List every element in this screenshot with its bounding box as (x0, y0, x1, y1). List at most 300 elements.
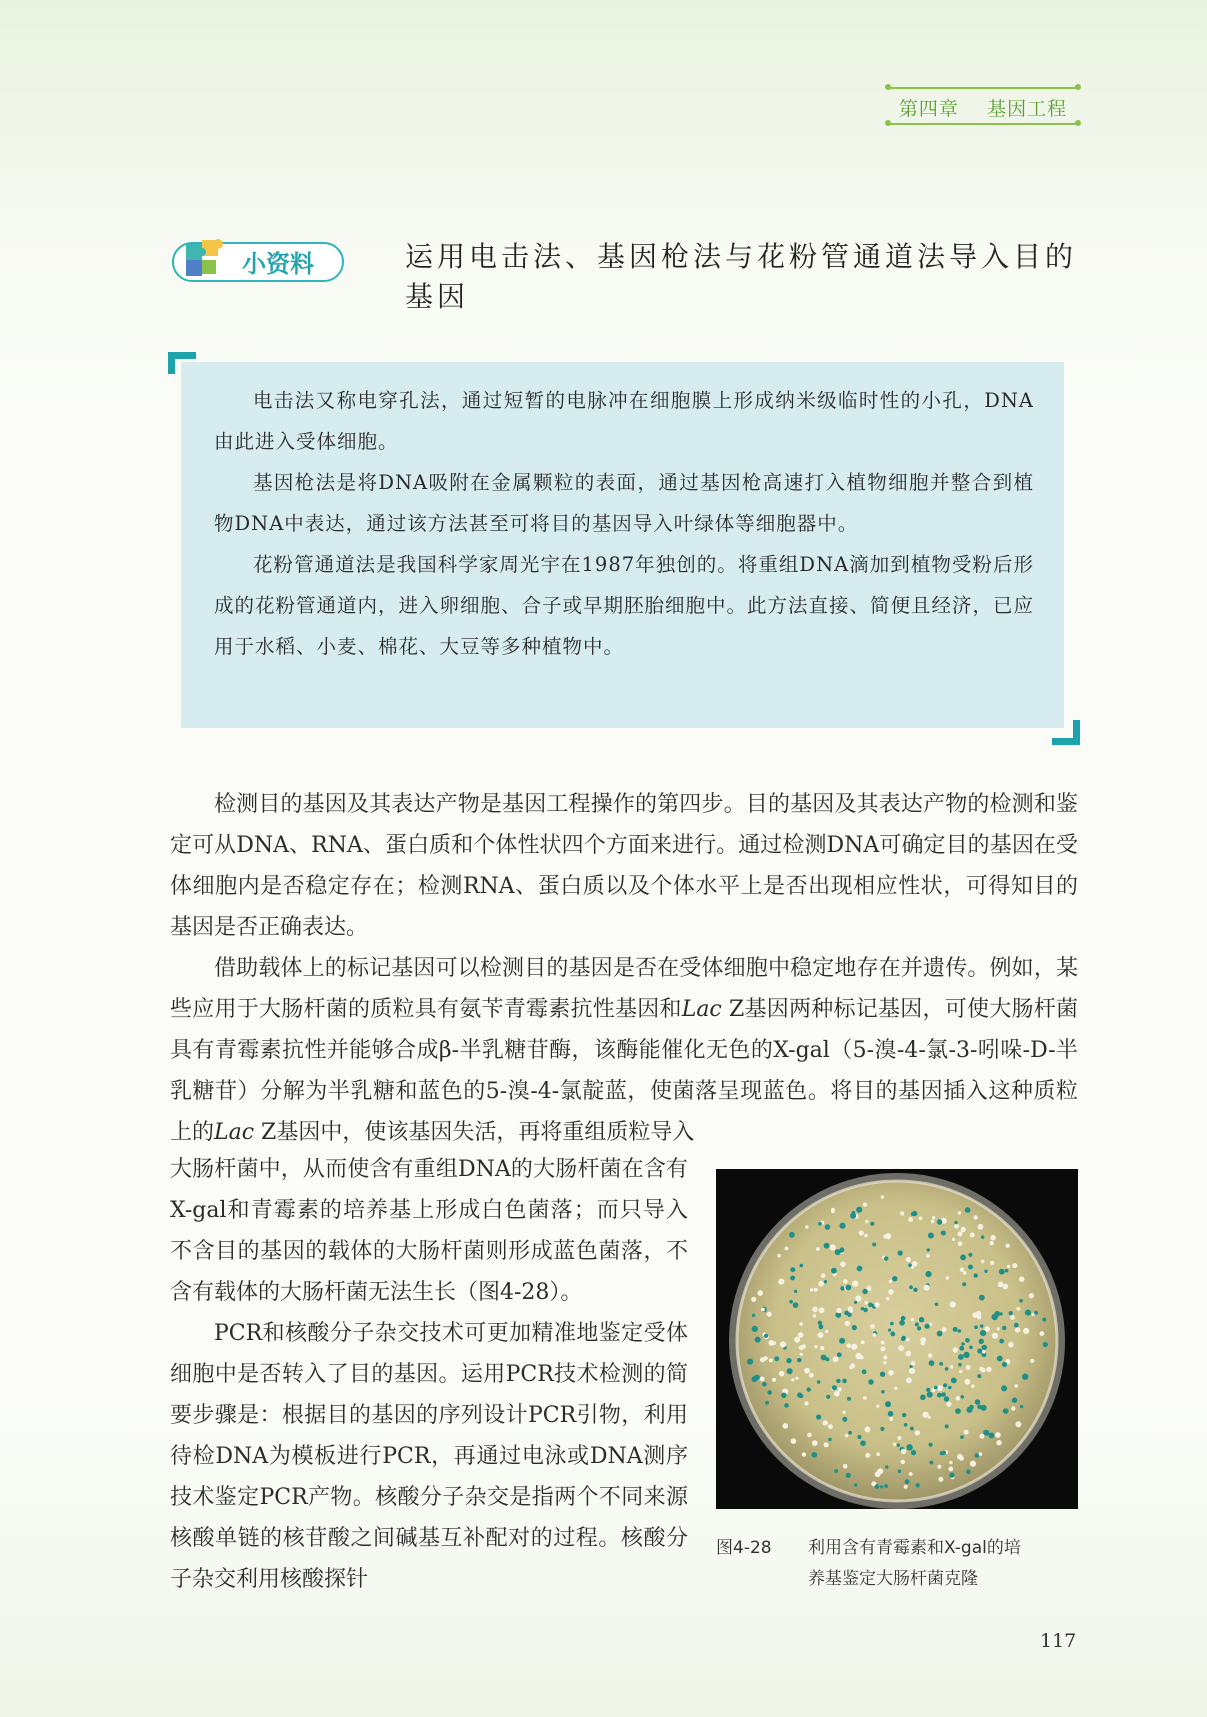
colony-dot (834, 1391, 840, 1397)
colony-dot (949, 1461, 952, 1464)
paragraph-detection: 检测目的基因及其表达产物是基因工程操作的第四步。目的基因及其表达产物的检测和鉴定可从DNA、RNA、蛋白质和个体性状四个方面来进行。通过检测DNA可确定目的基因在受体细胞内是否稳定存在；检测RNA、蛋白质以及个体水平上是否出现相应性状，可得知目的基因是否正确表达。 (170, 792, 1078, 940)
colony-dot (1010, 1315, 1015, 1320)
colony-dot (915, 1322, 919, 1326)
colony-dot (999, 1269, 1005, 1275)
colony-dot (950, 1365, 954, 1369)
colony-dot (843, 1464, 848, 1469)
colony-dot (762, 1382, 767, 1387)
colony-dot (814, 1288, 818, 1292)
colony-dot (964, 1430, 969, 1435)
colony-dot (934, 1386, 938, 1390)
main-text-full (170, 784, 1078, 1153)
colony-dot (979, 1367, 983, 1371)
colony-dot (859, 1230, 864, 1235)
colony-dot (968, 1265, 973, 1270)
colony-dot (970, 1233, 975, 1238)
colony-dot (858, 1435, 862, 1439)
colony-dot (958, 1363, 962, 1367)
colony-dot (927, 1248, 930, 1251)
colony-dot (981, 1235, 984, 1238)
colony-dot (847, 1397, 851, 1401)
colony-dot (850, 1213, 856, 1219)
colony-dot (857, 1266, 863, 1272)
colony-dot (1023, 1328, 1029, 1334)
colony-dot (986, 1367, 991, 1372)
colony-dot (774, 1356, 779, 1361)
colony-dot (765, 1401, 769, 1405)
colony-dot (876, 1405, 879, 1408)
colony-dot (880, 1372, 885, 1377)
header-rule-bottom (888, 123, 1078, 125)
colony-dot (990, 1241, 994, 1245)
colony-dot (791, 1438, 797, 1444)
colony-dot (1029, 1293, 1034, 1298)
colony-dot (881, 1341, 885, 1345)
colony-dot (950, 1301, 956, 1307)
colony-dot (848, 1431, 852, 1435)
colony-dot (942, 1327, 947, 1332)
colony-dot (839, 1338, 845, 1344)
colony-dot (772, 1378, 776, 1382)
colony-dot (890, 1332, 895, 1337)
info-paragraph: 基因枪法是将DNA吸附在金属颗粒的表面，通过基因枪高速打入植物细胞并整合到植物DNA中表达，通过该方法甚至可将目的基因导入叶绿体等细胞器中。 (214, 471, 1034, 535)
sidebar-box-title: 运用电击法、基因枪法与花粉管通道法导入目的基因 (405, 240, 1078, 313)
colony-dot (816, 1414, 821, 1419)
colony-dot (906, 1257, 911, 1262)
colony-dot (962, 1282, 966, 1286)
colony-dot (876, 1452, 880, 1456)
colony-dot (905, 1479, 910, 1484)
colony-dot (849, 1309, 853, 1313)
colony-dot (798, 1332, 804, 1338)
colony-dot (779, 1371, 785, 1377)
colony-dot (961, 1342, 964, 1345)
colony-dot (805, 1225, 808, 1228)
colony-dot (911, 1361, 916, 1366)
colony-dot (1008, 1342, 1014, 1348)
colony-dot (1042, 1318, 1046, 1322)
colony-dot (860, 1440, 866, 1446)
colony-dot (755, 1337, 761, 1343)
colony-dot (948, 1386, 952, 1390)
colony-dot (863, 1202, 867, 1206)
colony-dot (794, 1337, 800, 1343)
colony-dot (847, 1313, 851, 1317)
colony-dot (780, 1341, 786, 1347)
info-box (181, 362, 1064, 728)
colony-dot (932, 1216, 935, 1219)
colony-dot (752, 1314, 755, 1317)
colony-dot (1012, 1398, 1017, 1403)
colony-dot (818, 1281, 824, 1287)
colony-dot (1015, 1384, 1019, 1388)
colony-dot (960, 1255, 966, 1261)
colony-dot (1014, 1323, 1019, 1328)
colony-dot (785, 1247, 789, 1251)
colony-dot (906, 1338, 910, 1342)
colony-dot (831, 1268, 837, 1274)
colony-dot (974, 1325, 978, 1329)
colony-dot (970, 1461, 976, 1467)
colony-dot (966, 1469, 971, 1474)
colony-dot (997, 1356, 1003, 1362)
colony-dot (865, 1453, 870, 1458)
colony-dot (979, 1295, 985, 1301)
colony-dot (974, 1215, 978, 1219)
colony-dot (826, 1395, 830, 1399)
colony-dot (862, 1289, 867, 1294)
colony-dot (957, 1454, 963, 1460)
colony-dot (963, 1352, 969, 1358)
colony-dot (817, 1332, 823, 1338)
figure-caption (716, 1533, 1086, 1595)
colony-dot (842, 1379, 847, 1384)
colony-dot (881, 1195, 884, 1198)
colony-dot (927, 1392, 933, 1398)
colony-dot (929, 1443, 933, 1447)
colony-dot (908, 1264, 912, 1268)
colony-dot (1001, 1385, 1007, 1391)
colony-dot (880, 1485, 883, 1488)
colony-dot (836, 1379, 840, 1383)
colony-dot (945, 1367, 949, 1371)
colony-dot (937, 1219, 942, 1224)
colony-dot (975, 1453, 980, 1458)
colony-dot (894, 1387, 897, 1390)
colony-dot (982, 1350, 986, 1354)
colony-dot (818, 1321, 822, 1325)
colony-dot (954, 1224, 959, 1229)
colony-dot (965, 1379, 971, 1385)
colony-dot (793, 1302, 799, 1308)
colony-dot (1009, 1311, 1013, 1315)
colony-dot (838, 1387, 842, 1391)
colony-dot (952, 1238, 955, 1241)
colony-dot (920, 1337, 926, 1343)
colony-dot (764, 1334, 768, 1338)
colony-dot (874, 1302, 879, 1307)
colony-dot (960, 1435, 964, 1439)
colony-dot (834, 1469, 838, 1473)
colony-dot (813, 1314, 817, 1318)
colony-dot (840, 1262, 846, 1268)
colony-dot (787, 1368, 793, 1374)
colony-dot (1025, 1310, 1031, 1316)
colony-dot (906, 1351, 912, 1357)
colony-dot (911, 1450, 916, 1455)
colony-dot (944, 1396, 949, 1401)
colony-dot (778, 1279, 784, 1285)
colony-dot (884, 1256, 888, 1260)
colony-dot (1022, 1374, 1028, 1380)
colony-dot (937, 1393, 942, 1398)
colony-dot (799, 1322, 803, 1326)
colony-dot (864, 1301, 868, 1305)
colony-dot (880, 1427, 884, 1431)
colony-dot (898, 1345, 904, 1351)
colony-dot (982, 1345, 987, 1350)
colony-dot (977, 1349, 982, 1354)
colony-dot (861, 1307, 864, 1310)
paragraph-marker-gene-continued: 大肠杆菌中，从而使含有重组DNA的大肠杆菌在含有X-gal和青霉素的培养基上形成白色菌落；而只导入不含目的基因的载体的大肠杆菌则形成蓝色菌落，不含有载体的大肠杆菌无法生长（图4-28）。 (170, 1157, 688, 1305)
colony-dot (904, 1423, 908, 1427)
colony-dot (769, 1358, 773, 1362)
colony-dot (995, 1432, 1001, 1438)
colony-dot (828, 1424, 833, 1429)
colony-dot (917, 1326, 921, 1330)
colony-dot (845, 1434, 848, 1437)
colony-dot (884, 1484, 888, 1488)
colony-dot (789, 1300, 793, 1304)
colony-dot (999, 1339, 1004, 1344)
colony-dot (926, 1254, 930, 1258)
colony-dot (913, 1288, 917, 1292)
colony-dot (842, 1417, 847, 1422)
colony-dot (898, 1470, 902, 1474)
colony-dot (1003, 1408, 1009, 1414)
colony-dot (928, 1353, 932, 1357)
colony-dot (818, 1222, 822, 1226)
colony-dot (886, 1297, 889, 1300)
colony-dot (977, 1374, 981, 1378)
header-rule-top (888, 87, 1078, 89)
corner-mark (168, 352, 175, 374)
colony-dot (906, 1444, 912, 1450)
colony-dot (974, 1273, 978, 1277)
colony-dot (997, 1327, 1000, 1330)
colony-dot (870, 1222, 874, 1226)
colony-dot (897, 1436, 901, 1440)
chapter-title: 第四章 基因工程 (898, 98, 1068, 120)
colony-dot (945, 1424, 949, 1428)
colony-dot (854, 1301, 857, 1304)
colony-dot (911, 1212, 915, 1216)
colony-dot (816, 1247, 820, 1251)
colony-dot (817, 1380, 821, 1384)
colony-dot (754, 1375, 759, 1380)
chapter-header (888, 85, 1078, 127)
colony-dot (819, 1307, 825, 1313)
colony-dot (946, 1402, 951, 1407)
colony-dot (915, 1430, 920, 1435)
colony-dot (767, 1390, 772, 1395)
colony-dot (1006, 1244, 1010, 1248)
colony-dot (1011, 1406, 1015, 1410)
colony-dot (868, 1303, 873, 1308)
colony-dot (961, 1227, 966, 1232)
puzzle-icon (184, 236, 230, 282)
colony-dot (979, 1452, 983, 1456)
colony-dot (893, 1443, 896, 1446)
colony-dot (961, 1395, 965, 1399)
colony-dot (899, 1320, 905, 1326)
colony-dot (958, 1329, 962, 1333)
colony-dot (1007, 1265, 1010, 1268)
colony-dot (994, 1311, 1000, 1317)
caption-line-1: 利用含有青霉素和X-gal的培 (808, 1538, 1021, 1558)
colony-dot (901, 1316, 906, 1321)
colony-dot (757, 1290, 763, 1296)
colony-dot (909, 1472, 913, 1476)
colony-dot (908, 1217, 913, 1222)
colony-dot (941, 1231, 946, 1236)
colony-dot (849, 1365, 853, 1369)
colony-dot (852, 1325, 857, 1330)
colony-dot (959, 1370, 963, 1374)
colony-dot (938, 1477, 943, 1482)
colony-dot (800, 1264, 804, 1268)
colony-dot (781, 1393, 787, 1399)
colony-dot (951, 1378, 957, 1384)
colony-dot (790, 1267, 795, 1272)
colony-dot (832, 1385, 837, 1390)
colony-dot (833, 1356, 839, 1362)
colony-dot (1003, 1284, 1009, 1290)
main-text-narrow (170, 1149, 688, 1600)
colony-dot (969, 1346, 973, 1350)
colony-dot (954, 1221, 957, 1224)
colony-dot (948, 1467, 953, 1472)
colony-dot (807, 1387, 811, 1391)
caption-line-2: 养基鉴定大肠杆菌克隆 (808, 1569, 978, 1589)
colony-dot (864, 1234, 868, 1238)
colony-dot (865, 1220, 868, 1223)
colony-dot (797, 1358, 801, 1362)
info-paragraph: 花粉管通道法是我国科学家周光宇在1987年独创的。将重组DNA滴加到植物受粉后形成的花粉管通道内，进入卵细胞、合子或早期胚胎细胞中。此方法直接、简便且经济，已应用于水稻、小麦、棉花、大豆等多种植物中。 (214, 553, 1035, 658)
colony-dot (809, 1373, 814, 1378)
header-dot (1075, 120, 1081, 126)
colony-dot (1019, 1277, 1025, 1283)
colony-dot (916, 1483, 920, 1487)
colony-dot (901, 1460, 905, 1464)
colony-dot (958, 1211, 962, 1215)
colony-dot (824, 1280, 827, 1283)
colony-dot (872, 1243, 876, 1247)
colony-dot (830, 1244, 836, 1250)
colony-dot (1040, 1331, 1045, 1336)
colony-dot (911, 1318, 914, 1321)
colony-dot (1020, 1405, 1023, 1408)
colony-dot (836, 1308, 841, 1313)
colony-dot (839, 1223, 845, 1229)
colony-dot (939, 1362, 943, 1366)
info-paragraph: 电击法又称电穿孔法，通过短暂的电脉冲在细胞膜上形成纳米级临时性的小孔，DNA由此进入受体细胞。 (214, 389, 1034, 453)
colony-dot (821, 1273, 826, 1278)
colony-dot (747, 1359, 753, 1365)
colony-dot (828, 1438, 831, 1441)
colony-dot (783, 1423, 789, 1429)
colony-dot (942, 1451, 946, 1455)
colony-dot (795, 1377, 798, 1380)
colony-dot (965, 1338, 970, 1343)
colony-dot (966, 1365, 971, 1370)
colony-dot (885, 1465, 888, 1468)
colony-dot (902, 1413, 906, 1417)
colony-dot (958, 1354, 964, 1360)
colony-dot (901, 1336, 906, 1341)
colony-dot (978, 1224, 984, 1230)
colony-dot (925, 1324, 930, 1329)
colony-dot (900, 1211, 904, 1215)
colony-dot (968, 1253, 972, 1257)
colony-dot (825, 1330, 829, 1334)
colony-dot (897, 1444, 900, 1447)
colony-dot (976, 1311, 981, 1316)
colony-dot (870, 1324, 875, 1329)
colony-dot (955, 1408, 961, 1414)
colony-dot (984, 1270, 987, 1273)
colony-dot (888, 1370, 894, 1376)
colony-dot (824, 1442, 829, 1447)
header-dot (885, 84, 891, 90)
colony-dot (804, 1368, 810, 1374)
colony-dot (883, 1356, 887, 1360)
colony-dot (880, 1346, 885, 1351)
paragraph-pcr: PCR和核酸分子杂交技术可更加精准地鉴定受体细胞中是否转入了目的基因。运用PCR技术检测的简要步骤是：根据目的基因的序列设计PCR引物，利用待检DNA为模板进行PCR，再通过电泳或DNA测序技术鉴定PCR产物。核酸分子杂交是指两个不同来源核酸单链的核苷酸之间碱基互补配对的过程。核酸分子杂交利用核酸探针 (170, 1321, 688, 1592)
colony-dot (855, 1295, 861, 1301)
colony-dot (812, 1307, 818, 1313)
colony-dot (926, 1388, 930, 1392)
colony-dot (777, 1254, 781, 1258)
colony-dot (824, 1243, 830, 1249)
colony-dot (965, 1207, 971, 1213)
colony-dot (959, 1346, 964, 1351)
colony-dot (958, 1241, 963, 1246)
colony-dot (906, 1377, 912, 1383)
colony-dot (1015, 1421, 1021, 1427)
colony-dot (1015, 1327, 1020, 1332)
colony-dot (794, 1290, 797, 1293)
colony-dot (937, 1331, 943, 1337)
colony-dot (937, 1465, 941, 1469)
colony-dot (814, 1345, 817, 1348)
colony-dot (763, 1356, 767, 1360)
colony-dot (845, 1321, 850, 1326)
colony-dot (842, 1411, 845, 1414)
colony-dot (980, 1434, 985, 1439)
colony-dot (767, 1312, 772, 1317)
colony-dot (979, 1339, 984, 1344)
colony-dot (963, 1271, 967, 1275)
colony-dot (949, 1472, 954, 1477)
badge-label: 小资料 (242, 250, 314, 278)
colony-dot (825, 1357, 829, 1361)
colony-dot (1002, 1362, 1007, 1367)
info-badge (172, 236, 342, 284)
colony-dot (851, 1344, 857, 1350)
colony-dot (953, 1327, 958, 1332)
colony-dot (909, 1368, 915, 1374)
colony-dot (875, 1484, 880, 1489)
colony-dot (862, 1369, 867, 1374)
colony-dot (992, 1333, 998, 1339)
colony-dot (960, 1267, 964, 1271)
colony-dot (885, 1401, 891, 1407)
page-number: 117 (1040, 1630, 1077, 1652)
corner-mark (1073, 720, 1080, 745)
colony-dot (802, 1344, 806, 1348)
colony-dot (1005, 1269, 1009, 1273)
colony-dot (926, 1271, 932, 1277)
paragraph-marker-gene: 借助载体上的标记基因可以检测目的基因是否在受体细胞中稳定地存在并遗传。例如，某些应用于大肠杆菌的质粒具有氨苄青霉素抗性基因和Lac Z基因两种标记基因，可使大肠杆菌具有青霉素抗性并能够合成β-半乳糖苷酶，该酶能催化无色的X-gal（5-溴-4-氯-3-吲哚-D-半乳糖苷）分解为半乳糖和蓝色的5-溴-4-氯靛蓝，使菌落呈现蓝色。将目的基因插入这种质粒上的Lac Z基因中，使该基因失活，再将重组质粒导入 (170, 956, 1078, 1145)
colony-dot (981, 1260, 985, 1264)
colony-dot (990, 1261, 994, 1265)
colony-dot (1043, 1342, 1048, 1347)
colony-dot (751, 1297, 756, 1302)
colony-dot (760, 1377, 765, 1382)
colony-dot (847, 1344, 852, 1349)
colony-dot (920, 1395, 926, 1401)
